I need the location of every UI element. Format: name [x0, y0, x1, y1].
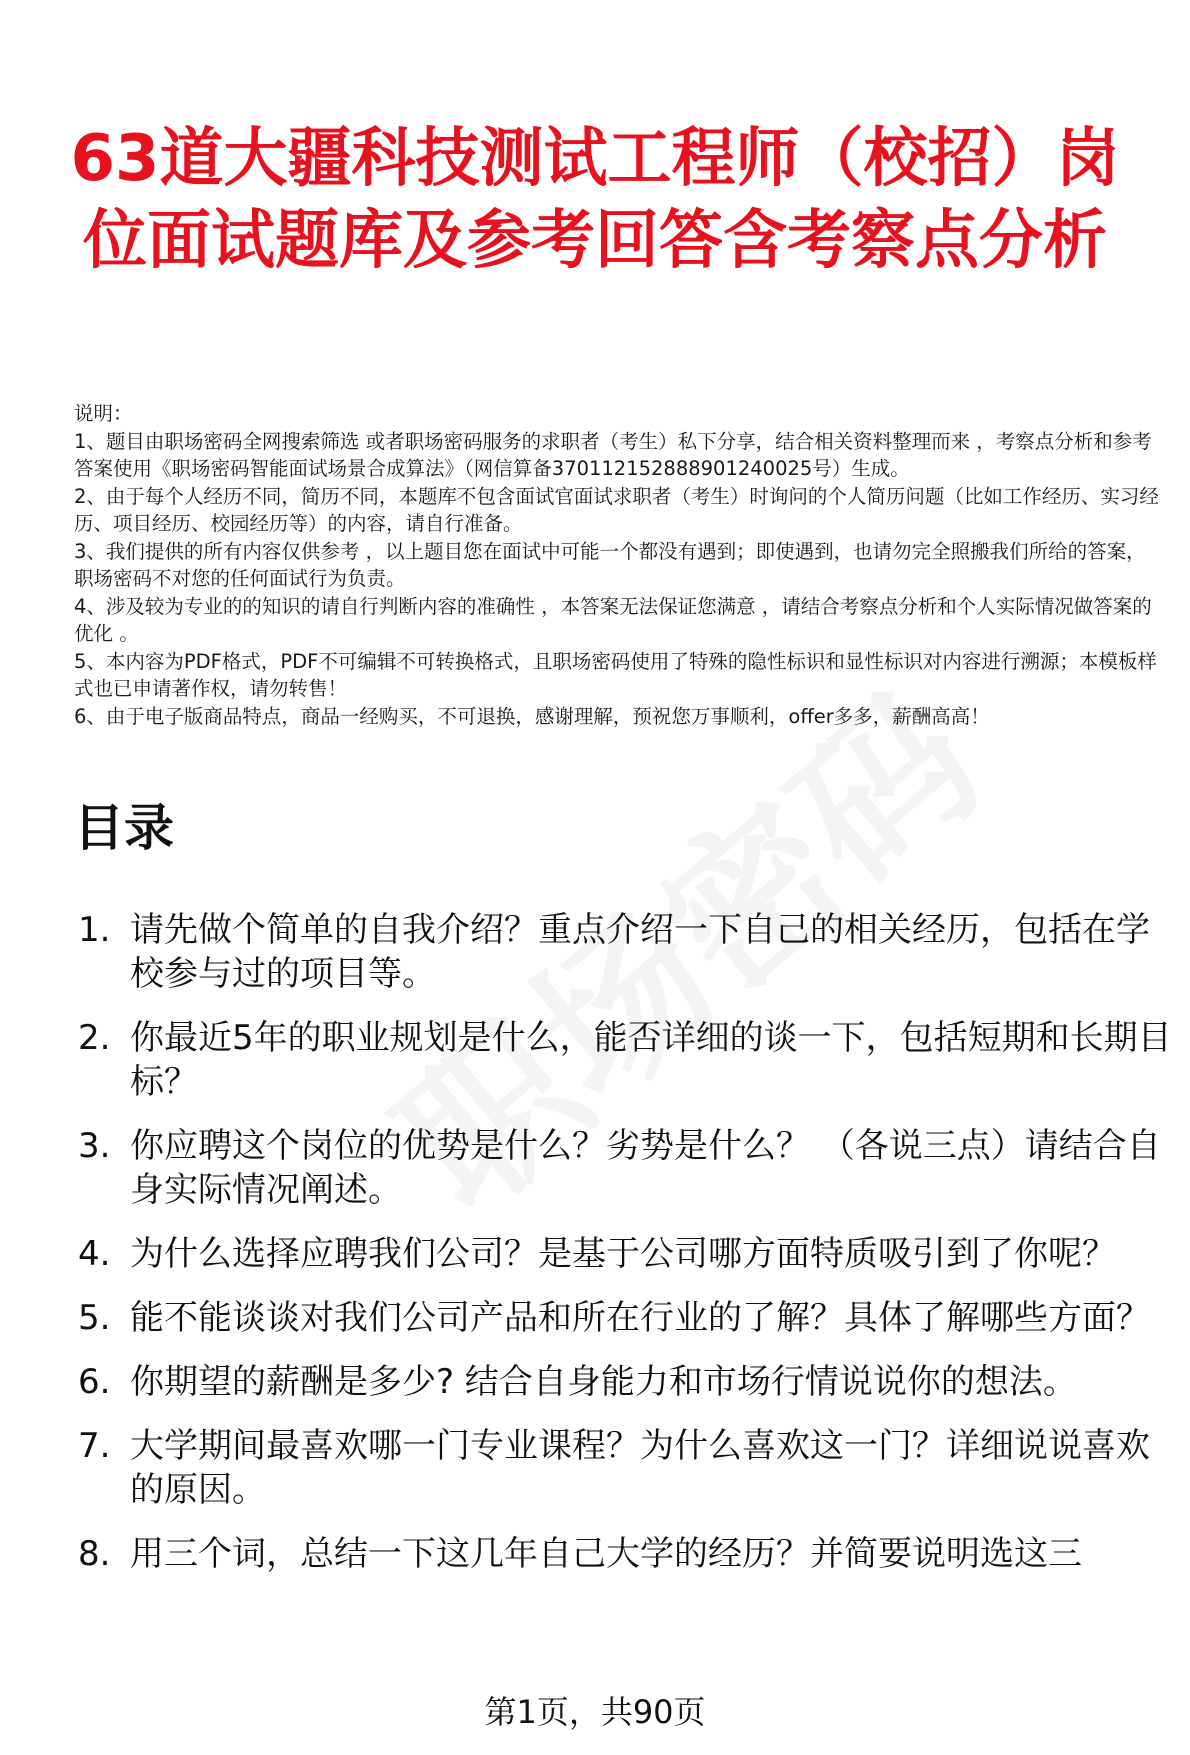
toc-item[interactable] [74, 1232, 1174, 1276]
toc-item-text: 用三个词，总结一下这几年自己大学的经历？并简要说明选这三 [130, 1534, 1082, 1574]
notes-item-5: 5、本内容为PDF格式，PDF不可编辑不可转换格式，且职场密码使用了特殊的隐性标识和显性标识对内容进行溯源；本模板样式也已申请著作权，请勿转售！ [74, 649, 1157, 700]
toc-item[interactable] [74, 1532, 1174, 1576]
toc-item[interactable] [74, 1124, 1174, 1212]
toc-list [74, 908, 1174, 1596]
toc-item[interactable] [74, 1424, 1174, 1512]
toc-item-text: 你最近5年的职业规划是什么，能否详细的谈一下，包括短期和长期目标？ [130, 1018, 1172, 1102]
toc-item-number: 2. [78, 1018, 111, 1058]
notes-section [74, 400, 1164, 730]
notes-item-4: 4、涉及较为专业的的知识的请自行判断内容的准确性 ，本答案无法保证您满意 ，请结合考察点分析和个人实际情况做答案的优化 。 [74, 594, 1152, 645]
notes-item-6: 6、由于电子版商品特点，商品一经购买，不可退换，感谢理解，预祝您万事顺利，offer多多，薪酬高高！ [74, 704, 990, 728]
toc-item-number: 6. [78, 1362, 111, 1402]
toc-item-text: 大学期间最喜欢哪一门专业课程？为什么喜欢这一门？详细说说喜欢的原因。 [130, 1426, 1150, 1510]
toc-item-text: 能不能谈谈对我们公司产品和所在行业的了解？具体了解哪些方面？ [130, 1298, 1150, 1338]
document-title: 63道大疆科技测试工程师（校招）岗位面试题库及参考回答含考察点分析 [70, 122, 1120, 278]
notes-item-1: 1、题目由职场密码全网搜索筛选 或者职场密码服务的求职者（考生）私下分享，结合相关资料整理而来 ，考察点分析和参考答案使用《职场密码智能面试场景合成算法》（网信算备370112152888901240025号）生成。 [74, 429, 1152, 480]
toc-item-number: 3. [78, 1126, 111, 1166]
toc-item-number: 8. [78, 1534, 111, 1574]
notes-item-3: 3、我们提供的所有内容仅供参考 ，以上题目您在面试中可能一个都没有遇到；即使遇到，也请勿完全照搬我们所给的答案，职场密码不对您的任何面试行为负责。 [74, 539, 1146, 590]
toc-item-number: 5. [78, 1298, 111, 1338]
notes-heading: 说明： [74, 402, 133, 425]
toc-heading: 目录 [74, 799, 174, 857]
page-footer: 第1页，共90页 [484, 1693, 706, 1731]
toc-item[interactable] [74, 1296, 1174, 1340]
toc-item-text: 为什么选择应聘我们公司？是基于公司哪方面特质吸引到了你呢？ [130, 1234, 1116, 1274]
toc-item-number: 7. [78, 1426, 111, 1466]
toc-item-text: 请先做个简单的自我介绍？重点介绍一下自己的相关经历，包括在学校参与过的项目等。 [130, 910, 1150, 994]
toc-item[interactable] [74, 1360, 1174, 1404]
toc-item[interactable] [74, 908, 1174, 996]
toc-item-text: 你期望的薪酬是多少? 结合自身能力和市场行情说说你的想法。 [130, 1362, 1077, 1402]
toc-item-number: 1. [78, 910, 111, 950]
toc-item-number: 4. [78, 1234, 111, 1274]
toc-item[interactable] [74, 1016, 1174, 1104]
toc-item-text: 你应聘这个岗位的优势是什么？劣势是什么？ （各说三点）请结合自身实际情况阐述。 [130, 1126, 1161, 1210]
notes-item-2: 2、由于每个人经历不同，简历不同，本题库不包含面试官面试求职者（考生）时询问的个人简历问题（比如工作经历、实习经历、项目经历、校园经历等）的内容，请自行准备。 [74, 484, 1159, 535]
